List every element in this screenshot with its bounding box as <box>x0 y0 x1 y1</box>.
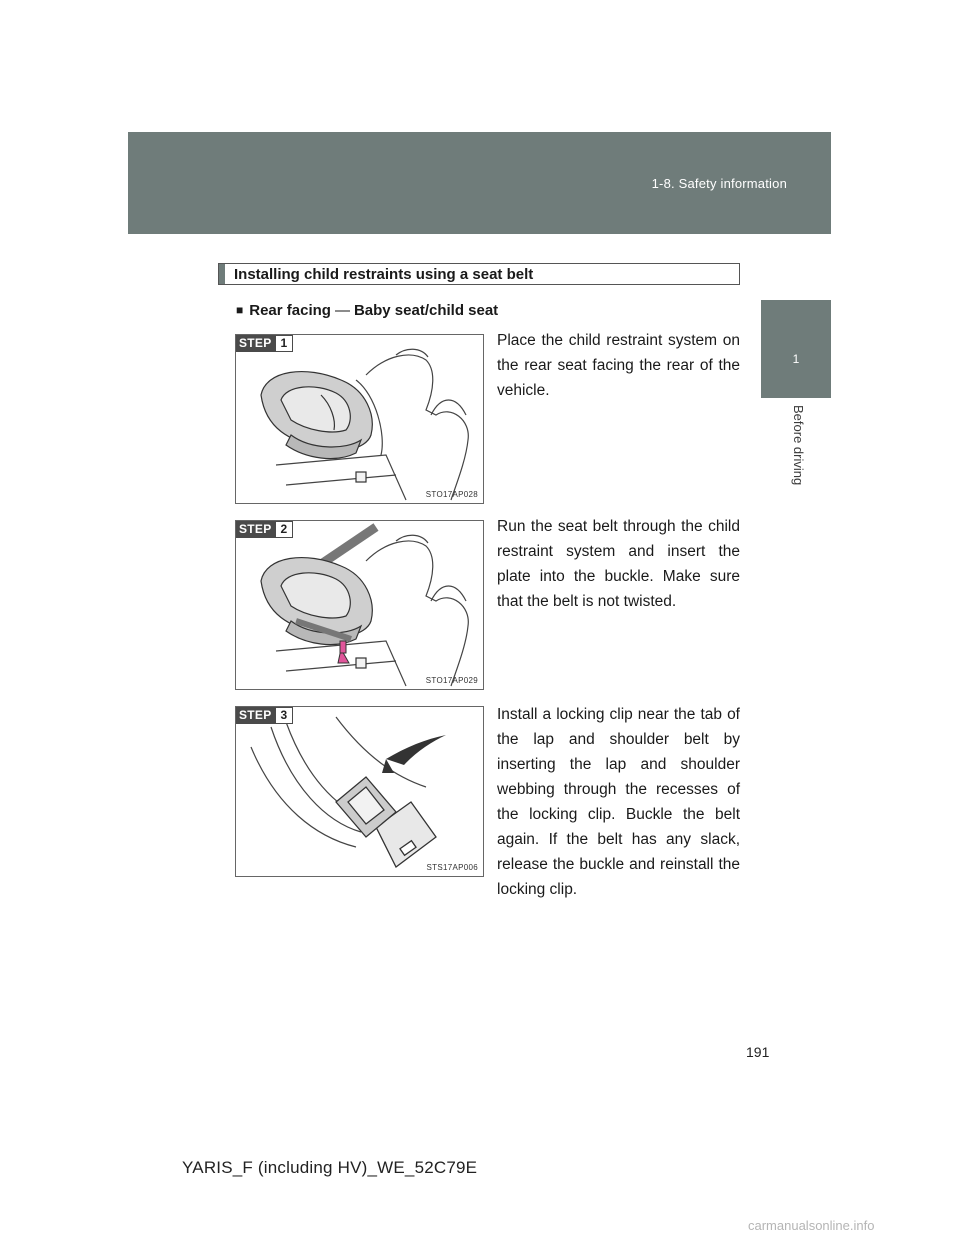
step-2-text: Run the seat belt through the child restraint system and insert the plate into the buckle. Make sure that the belt is not twisted. <box>497 518 740 610</box>
step-2-figure <box>235 520 484 690</box>
seat-belt-routing-illustration <box>236 521 484 690</box>
step-label: STEP <box>236 335 276 352</box>
step-number: 1 <box>276 335 294 352</box>
document-footer: YARIS_F (including HV)_WE_52C79E <box>182 1158 478 1177</box>
section-heading-text: Installing child restraints using a seat belt <box>234 266 534 283</box>
figure-code: STO17AP029 <box>425 676 478 685</box>
step-1-figure <box>235 334 484 504</box>
heading-accent-bar <box>219 264 225 284</box>
chapter-label: Before driving <box>791 405 806 486</box>
subheading-dash: — <box>334 302 350 319</box>
figure-code: STS17AP006 <box>426 863 478 872</box>
square-bullet-icon: ■ <box>236 303 244 317</box>
step-3-badge <box>236 707 293 724</box>
step-3-figure <box>235 706 484 877</box>
step-number: 3 <box>276 707 294 724</box>
subheading-left: Rear facing <box>249 302 331 319</box>
subheading <box>236 302 498 319</box>
chapter-number: 1 <box>792 352 800 366</box>
step-3-text: Install a locking clip near the tab of the lap and shoulder belt by inserting the lap and shoulder webbing through the recesses of the locking clip. Buckle the belt again. If the belt has any slack, release the buckle and reinstall the locking clip. <box>497 706 740 898</box>
page-number: 191 <box>746 1044 770 1060</box>
chapter-tab <box>761 300 831 398</box>
section-title: 1-8. Safety information <box>651 176 787 191</box>
figure-code: STO17AP028 <box>425 490 478 499</box>
step-1-text: Place the child restraint system on the rear seat facing the rear of the vehicle. <box>497 332 740 399</box>
subheading-right: Baby seat/child seat <box>353 302 499 319</box>
step-1-badge <box>236 335 293 352</box>
rear-facing-seat-illustration <box>236 335 484 504</box>
step-label: STEP <box>236 707 276 724</box>
step-number: 2 <box>276 521 294 538</box>
watermark: carmanualsonline.info <box>748 1218 875 1233</box>
page-header <box>128 132 831 234</box>
locking-clip-illustration <box>236 707 484 877</box>
step-label: STEP <box>236 521 276 538</box>
section-heading <box>218 263 740 285</box>
step-2-badge <box>236 521 293 538</box>
